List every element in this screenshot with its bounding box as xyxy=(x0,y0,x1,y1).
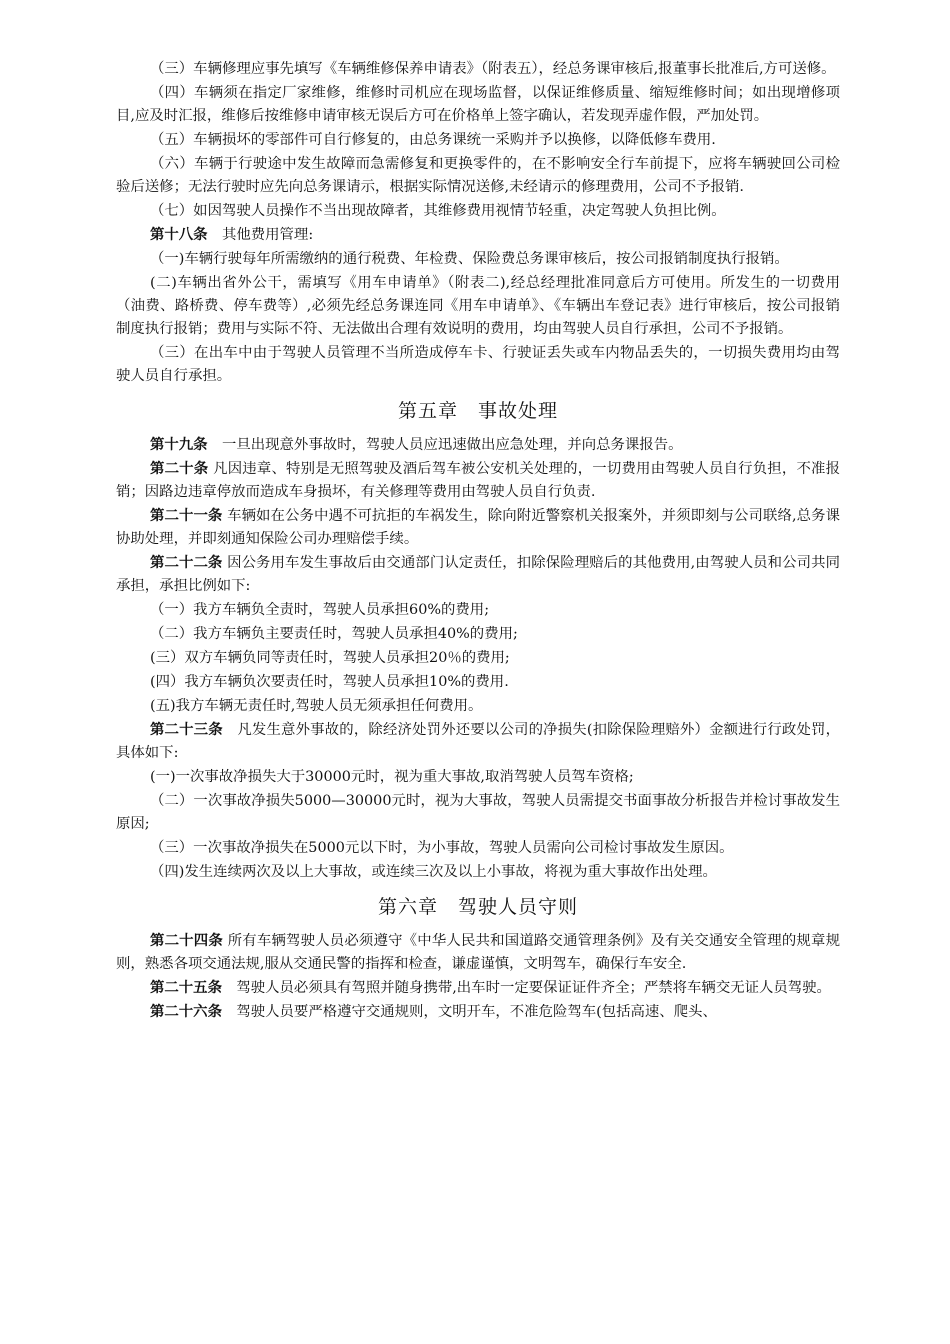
article-17-item-4: （四）车辆须在指定厂家维修，维修时司机应在现场监督，以保证维修质量、缩短维修时间；如出现增修项目,应及时汇报，维修后按维修申请审核无误后方可在价格单上签字确认，若发现弄虚作假，严加处罚。 xyxy=(116,85,840,124)
article-20 xyxy=(116,458,840,504)
article-20-label: 第二十条 xyxy=(150,461,209,477)
article-21-label: 第二十一条 xyxy=(150,508,223,524)
article-22-text: 因公务用车发生事故后由交通部门认定责任，扣除保险理赔后的其他费用,由驾驶人员和公司共同承担，承担比例如下: xyxy=(116,555,840,594)
article-20-text: 凡因违章、特别是无照驾驶及酒后驾车被公安机关处理的，一切费用由驾驶人员自行负担，不准报销；因路边违章停放而造成车身损坏，有关修理等费用由驾驶人员自行负责. xyxy=(116,461,840,500)
article-23-item-3: （三）一次事故净损失在5000元以下时，为小事故，驾驶人员需向公司检讨事故发生原因。 xyxy=(150,840,734,856)
article-23-item-4: （四)发生连续两次及以上大事故，或连续三次及以上小事故，将视为重大事故作出处理。 xyxy=(150,864,717,880)
article-23 xyxy=(116,719,840,765)
article-22-item-1: （一）我方车辆负全责时，驾驶人员承担60%的费用; xyxy=(150,602,490,618)
article-25-text: 驾驶人员必须具有驾照并随身携带,出车时一定要保证证件齐全；严禁将车辆交无证人员驾驶。 xyxy=(221,980,831,996)
article-19-label: 第十九条 xyxy=(150,437,208,453)
article-18-label: 第十八条 xyxy=(150,227,208,243)
article-19 xyxy=(116,434,840,457)
article-17-item-6: （六）车辆于行驶途中发生故障而急需修复和更换零件的，在不影响安全行车前提下，应将车辆驶回公司检验后送修；无法行驶时应先向总务课请示，根据实际情况送修,未经请示的修理费用，公司不予报销. xyxy=(116,156,840,195)
article-17-item-5: （五）车辆损坏的零部件可自行修复的，由总务课统一采购并予以换修，以降低修车费用. xyxy=(150,132,716,148)
article-24-label: 第二十四条 xyxy=(150,933,223,949)
article-19-text: 一旦出现意外事故时，驾驶人员应迅速做出应急处理，并向总务课报告。 xyxy=(207,437,683,453)
article-17-item-3: （三）车辆修理应事先填写《车辆维修保养申请表》（附表五），经总务课审核后,报董事长批准后,方可送修。 xyxy=(150,61,836,77)
article-22-item-4: (四）我方车辆负次要责任时，驾驶人员承担10%的费用. xyxy=(150,674,509,690)
article-26 xyxy=(116,1001,840,1024)
article-21 xyxy=(116,505,840,551)
article-18 xyxy=(116,224,840,247)
article-18-item-3: （三）在出车中由于驾驶人员管理不当所造成停车卡、行驶证丢失或车内物品丢失的，一切损失费用均由驾驶人员自行承担。 xyxy=(116,345,840,384)
article-18-item-1: （一)车辆行驶每年所需缴纳的通行税费、年检费、保险费总务课审核后，按公司报销制度执行报销。 xyxy=(150,251,789,267)
chapter-6-heading: 第六章 驾驶人员守则 xyxy=(377,896,578,918)
chapter-5-heading: 第五章 事故处理 xyxy=(397,400,558,422)
article-25 xyxy=(116,977,840,1000)
article-22-label: 第二十二条 xyxy=(150,555,223,571)
article-26-text: 驾驶人员要严格遵守交通规则，文明开车，不准危险驾车(包括高速、爬头、 xyxy=(221,1004,717,1020)
document-body xyxy=(116,58,840,1025)
article-18-item-2: (二)车辆出省外公干，需填写《用车申请单》（附表二),经总经理批准同意后方可使用。所发生的一切费用（油费、路桥费、停车费等）,必须先经总务课连同《用车申请单》、《车辆出车登记表》进行审核后，按公司报销制度执行报销；费用与实际不符、无法做出合理有效说明的费用，均由驾驶人员自行承担，公司不予报销。 xyxy=(116,275,840,337)
article-23-item-1: (一)一次事故净损失大于30000元时，视为重大事故,取消驾驶人员驾车资格; xyxy=(150,769,634,785)
article-23-item-2: （二）一次事故净损失5000—30000元时，视为大事故，驾驶人员需提交书面事故分析报告并检讨事故发生原因; xyxy=(116,793,840,832)
article-24-text: 所有车辆驾驶人员必须遵守《中华人民共和国道路交通管理条例》及有关交通安全管理的规章规则，熟悉各项交通法规,服从交通民警的指挥和检查，谦虚谨慎，文明驾车，确保行车安全. xyxy=(116,933,840,972)
article-23-label: 第二十三条 xyxy=(150,722,223,738)
article-17-item-7: （七）如因驾驶人员操作不当出现故障者，其维修费用视情节轻重，决定驾驶人负担比例。 xyxy=(150,203,726,219)
article-18-text: 其他费用管理: xyxy=(207,227,314,243)
article-22-item-2: （二）我方车辆负主要责任时，驾驶人员承担40%的费用; xyxy=(150,626,518,642)
article-21-text: 车辆如在公务中遇不可抗拒的车祸发生，除向附近警察机关报案外，并须即刻与公司联络,总务课协助处理，并即刻通知保险公司办理赔偿手续。 xyxy=(116,508,840,547)
article-22 xyxy=(116,552,840,598)
article-26-label: 第二十六条 xyxy=(150,1004,222,1020)
article-23-text: 凡发生意外事故的，除经济处罚外还要以公司的净损失(扣除保险理赔外）金额进行行政处罚，具体如下: xyxy=(116,722,840,761)
article-25-label: 第二十五条 xyxy=(150,980,222,996)
article-22-item-5: (五)我方车辆无责任时,驾驶人员无须承担任何费用。 xyxy=(150,698,483,714)
article-24 xyxy=(116,930,840,976)
article-22-item-3: (三）双方车辆负同等责任时，驾驶人员承担20％的费用; xyxy=(150,650,510,666)
